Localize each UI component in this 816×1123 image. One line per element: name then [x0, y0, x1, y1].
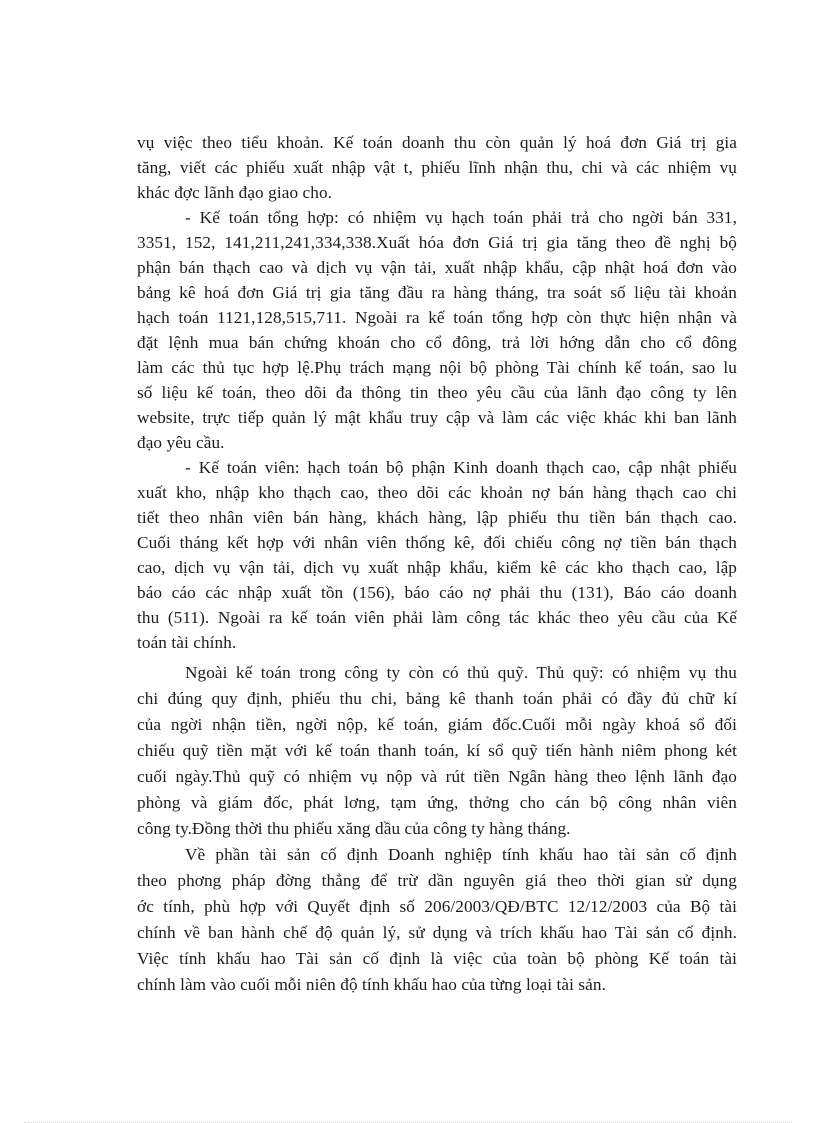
text-line: tiết theo nhân viên bán hàng, khách hàng, lập phiếu thu tiền bán thạch cao.: [137, 508, 737, 527]
text-line: khác đợc lãnh đạo giao cho.: [137, 183, 333, 202]
text-line: thu (511). Ngoài ra kế toán viên phải làm công tác khác theo yêu cầu của Kế: [137, 608, 737, 627]
text-line: 3351, 152, 141,211,241,334,338.Xuất hóa đơn Giá trị gia tăng theo đề nghị bộ: [137, 233, 737, 252]
text-line: của ngời nhận tiền, ngời nộp, kế toán, giám đốc.Cuối mỗi ngày khoá sổ đối: [137, 715, 737, 734]
text-line: - Kế toán viên: hạch toán bộ phận Kinh doanh thạch cao, cập nhật phiếu: [185, 458, 737, 477]
text-line: Về phần tài sản cố định Doanh nghiệp tính khấu hao tài sản cố định: [185, 845, 737, 864]
text-line: chính làm vào cuối mỗi niên độ tính khấu hao của từng loại tài sản.: [137, 975, 606, 994]
text-line: toán tài chính.: [137, 633, 237, 652]
text-line: chiếu quỹ tiền mặt với kế toán thanh toán, kí sổ quỹ tiến hành niêm phong két: [137, 741, 737, 760]
text-line: cao, dịch vụ vận tải, dịch vụ xuất nhập khẩu, kiểm kê các kho thạch cao, lập: [137, 558, 737, 577]
text-line: ớc tính, phù hợp với Quyết định số 206/2003/QĐ/BTC 12/12/2003 của Bộ tài: [137, 897, 737, 916]
text-line: Việc tính khấu hao Tài sản cố định là việc của toàn bộ phòng Kế toán tài: [137, 949, 737, 968]
text-line: phận bán thạch cao và dịch vụ vận tải, xuất nhập khẩu, cập nhật hoá đơn vào: [137, 258, 737, 277]
text-line: bảng kê hoá đơn Giá trị gia tăng đầu ra hàng tháng, tra soát số liệu tài khoản: [137, 283, 737, 302]
text-line: cuối ngày.Thủ quỹ có nhiệm vụ nộp và rút tiền Ngân hàng theo lệnh lãnh đạo: [137, 767, 737, 786]
text-line: - Kế toán tổng hợp: có nhiệm vụ hạch toán phải trả cho ngời bán 331,: [185, 208, 737, 227]
text-line: hạch toán 1121,128,515,711. Ngoài ra kế toán tổng hợp còn thực hiện nhận và: [137, 308, 737, 327]
text-line: xuất kho, nhập kho thạch cao, theo dõi các khoản nợ bán hàng thạch cao chi: [137, 483, 737, 502]
text-line: Cuối tháng kết hợp với nhân viên thống kê, đối chiếu công nợ tiền bán thạch: [137, 533, 737, 552]
text-line: Ngoài kế toán trong công ty còn có thủ quỹ. Thủ quỹ: có nhiệm vụ thu: [185, 663, 737, 682]
text-line: làm các thủ tục hợp lệ.Phụ trách mạng nội bộ phòng Tài chính kế toán, sao lu: [137, 358, 737, 377]
text-line: chi đúng quy định, phiếu thu chi, bảng kê thanh toán phải có đầy đủ chữ kí: [137, 689, 737, 708]
text-line: tăng, viết các phiếu xuất nhập vật t, phiếu lĩnh nhận thu, chi và các nhiệm vụ: [137, 158, 737, 177]
text-line: theo phơng pháp đờng thẳng để trừ dần nguyên giá theo thời gian sử dụng: [137, 871, 737, 890]
text-line: đặt lệnh mua bán chứng khoán cho cổ đông, trả lời hớng dẫn cho cổ đông: [137, 333, 737, 352]
text-line: vụ việc theo tiểu khoản. Kế toán doanh thu còn quản lý hoá đơn Giá trị gia: [137, 133, 737, 152]
text-line: website, trực tiếp quản lý mật khẩu truy cập và làm các việc khác khi ban lãnh: [137, 408, 737, 427]
text-line: đạo yêu cầu.: [137, 433, 225, 452]
text-line: công ty.Đồng thời thu phiếu xăng dầu của công ty hàng tháng.: [137, 819, 571, 838]
text-line: báo cáo các nhập xuất tồn (156), báo cáo nợ phải thu (131), Báo cáo doanh: [137, 583, 737, 602]
text-line: phòng và giám đốc, phát lơng, tạm ứng, thởng cho cán bộ công nhân viên: [137, 793, 737, 812]
text-line: chính về ban hành chế độ quản lý, sử dụng và trích khấu hao Tài sản cố định.: [137, 923, 737, 942]
text-line: số liệu kế toán, theo dõi đa thông tin theo yêu cầu của lãnh đạo công ty lên: [137, 383, 737, 402]
